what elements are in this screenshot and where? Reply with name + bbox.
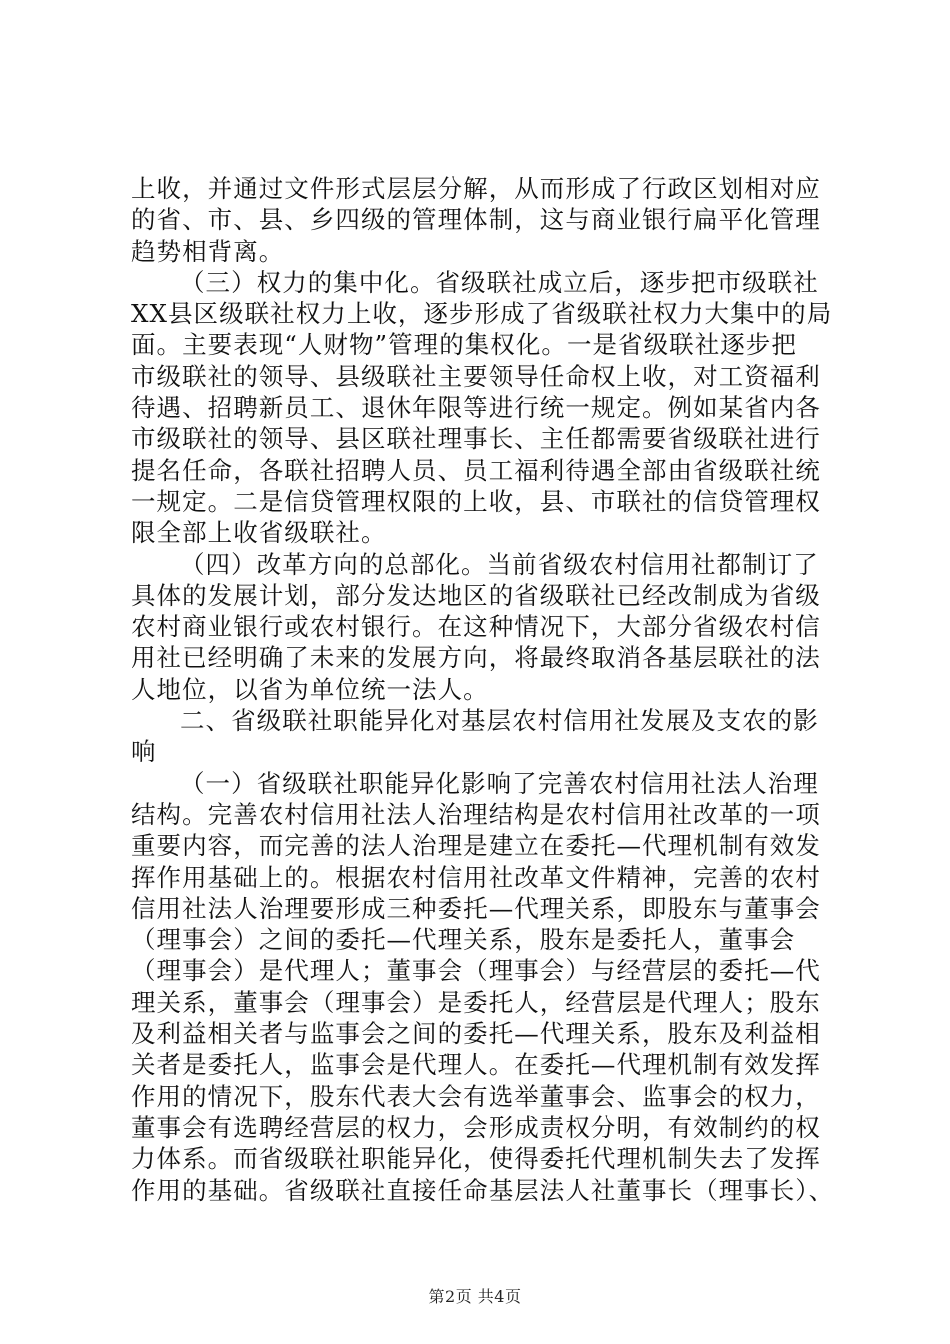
paragraph-start-line: （一）省级联社职能异化影响了完善农村信用社法人治理 bbox=[180, 768, 819, 798]
page-number-footer: 第2页 共4页 bbox=[428, 1287, 522, 1306]
text-line: 理关系，董事会（理事会）是委托人，经营层是代理人；股东 bbox=[131, 987, 821, 1017]
text-line: XX县区级联社权力上收，逐步形成了省级联社权力大集中的局 bbox=[131, 299, 833, 329]
document-body bbox=[131, 173, 835, 1206]
text-line: 待遇、招聘新员工、退休年限等进行统一规定。例如某省内各 bbox=[131, 393, 821, 423]
text-line: 一规定。二是信贷管理权限的上收，县、市联社的信贷管理权 bbox=[131, 486, 821, 516]
text-line: 挥作用基础上的。根据农村信用社改革文件精神，完善的农村 bbox=[131, 862, 821, 892]
paragraph-start-line: （三）权力的集中化。省级联社成立后，逐步把市级联社 bbox=[180, 267, 819, 297]
text-line: 作用的基础。省级联社直接任命基层法人社董事长（理事长）、 bbox=[131, 1175, 835, 1205]
text-line: 限全部上收省级联社。 bbox=[131, 518, 387, 548]
text-line: 趋势相背离。 bbox=[131, 236, 285, 266]
text-line: 上收，并通过文件形式层层分解，从而形成了行政区划相对应 bbox=[131, 174, 821, 203]
text-line: 力体系。而省级联社职能异化，使得委托代理机制失去了发挥 bbox=[131, 1144, 821, 1174]
text-line: （理事会）是代理人；董事会（理事会）与经营层的委托—代 bbox=[131, 956, 821, 986]
text-line: （理事会）之间的委托—代理关系，股东是委托人，董事会 bbox=[131, 925, 796, 955]
text-line: 面。主要表现“人财物”管理的集权化。一是省级联社逐步把 bbox=[131, 330, 797, 360]
text-line: 结构。完善农村信用社法人治理结构是农村信用社改革的一项 bbox=[131, 799, 821, 829]
text-line: 具体的发展计划，部分发达地区的省级联社已经改制成为省级 bbox=[131, 580, 821, 610]
text-line: 关者是委托人，监事会是代理人。在委托—代理机制有效发挥 bbox=[131, 1050, 821, 1080]
text-line: 信用社法人治理要形成三种委托—代理关系，即股东与董事会 bbox=[131, 893, 821, 923]
text-line: 及利益相关者与监事会之间的委托—代理关系，股东及利益相 bbox=[131, 1019, 821, 1049]
section-heading-line: 二、省级联社职能异化对基层农村信用社发展及支农的影 bbox=[180, 706, 819, 736]
text-line: 农村商业银行或农村银行。在这种情况下，大部分省级农村信 bbox=[131, 612, 821, 642]
text-line: 市级联社的领导、县级联社主要领导任命权上收，对工资福利 bbox=[131, 361, 821, 391]
text-line: 提名任命，各联社招聘人员、员工福利待遇全部由省级联社统 bbox=[131, 455, 821, 485]
text-line: 人地位，以省为单位统一法人。 bbox=[131, 674, 489, 704]
text-line: 用社已经明确了未来的发展方向，将最终取消各基层联社的法 bbox=[131, 643, 821, 673]
paragraph-start-line: （四）改革方向的总部化。当前省级农村信用社都制订了 bbox=[180, 549, 819, 579]
text-line: 市级联社的领导、县区联社理事长、主任都需要省级联社进行 bbox=[131, 424, 821, 454]
text-line: 作用的情况下，股东代表大会有选举董事会、监事会的权力， bbox=[131, 1081, 821, 1111]
section-heading-line: 响 bbox=[131, 737, 157, 767]
text-line: 重要内容，而完善的法人治理是建立在委托—代理机制有效发 bbox=[131, 831, 821, 861]
text-line: 董事会有选聘经营层的权力，会形成责权分明，有效制约的权 bbox=[131, 1112, 821, 1142]
text-line: 的省、市、县、乡四级的管理体制，这与商业银行扁平化管理 bbox=[131, 205, 821, 235]
